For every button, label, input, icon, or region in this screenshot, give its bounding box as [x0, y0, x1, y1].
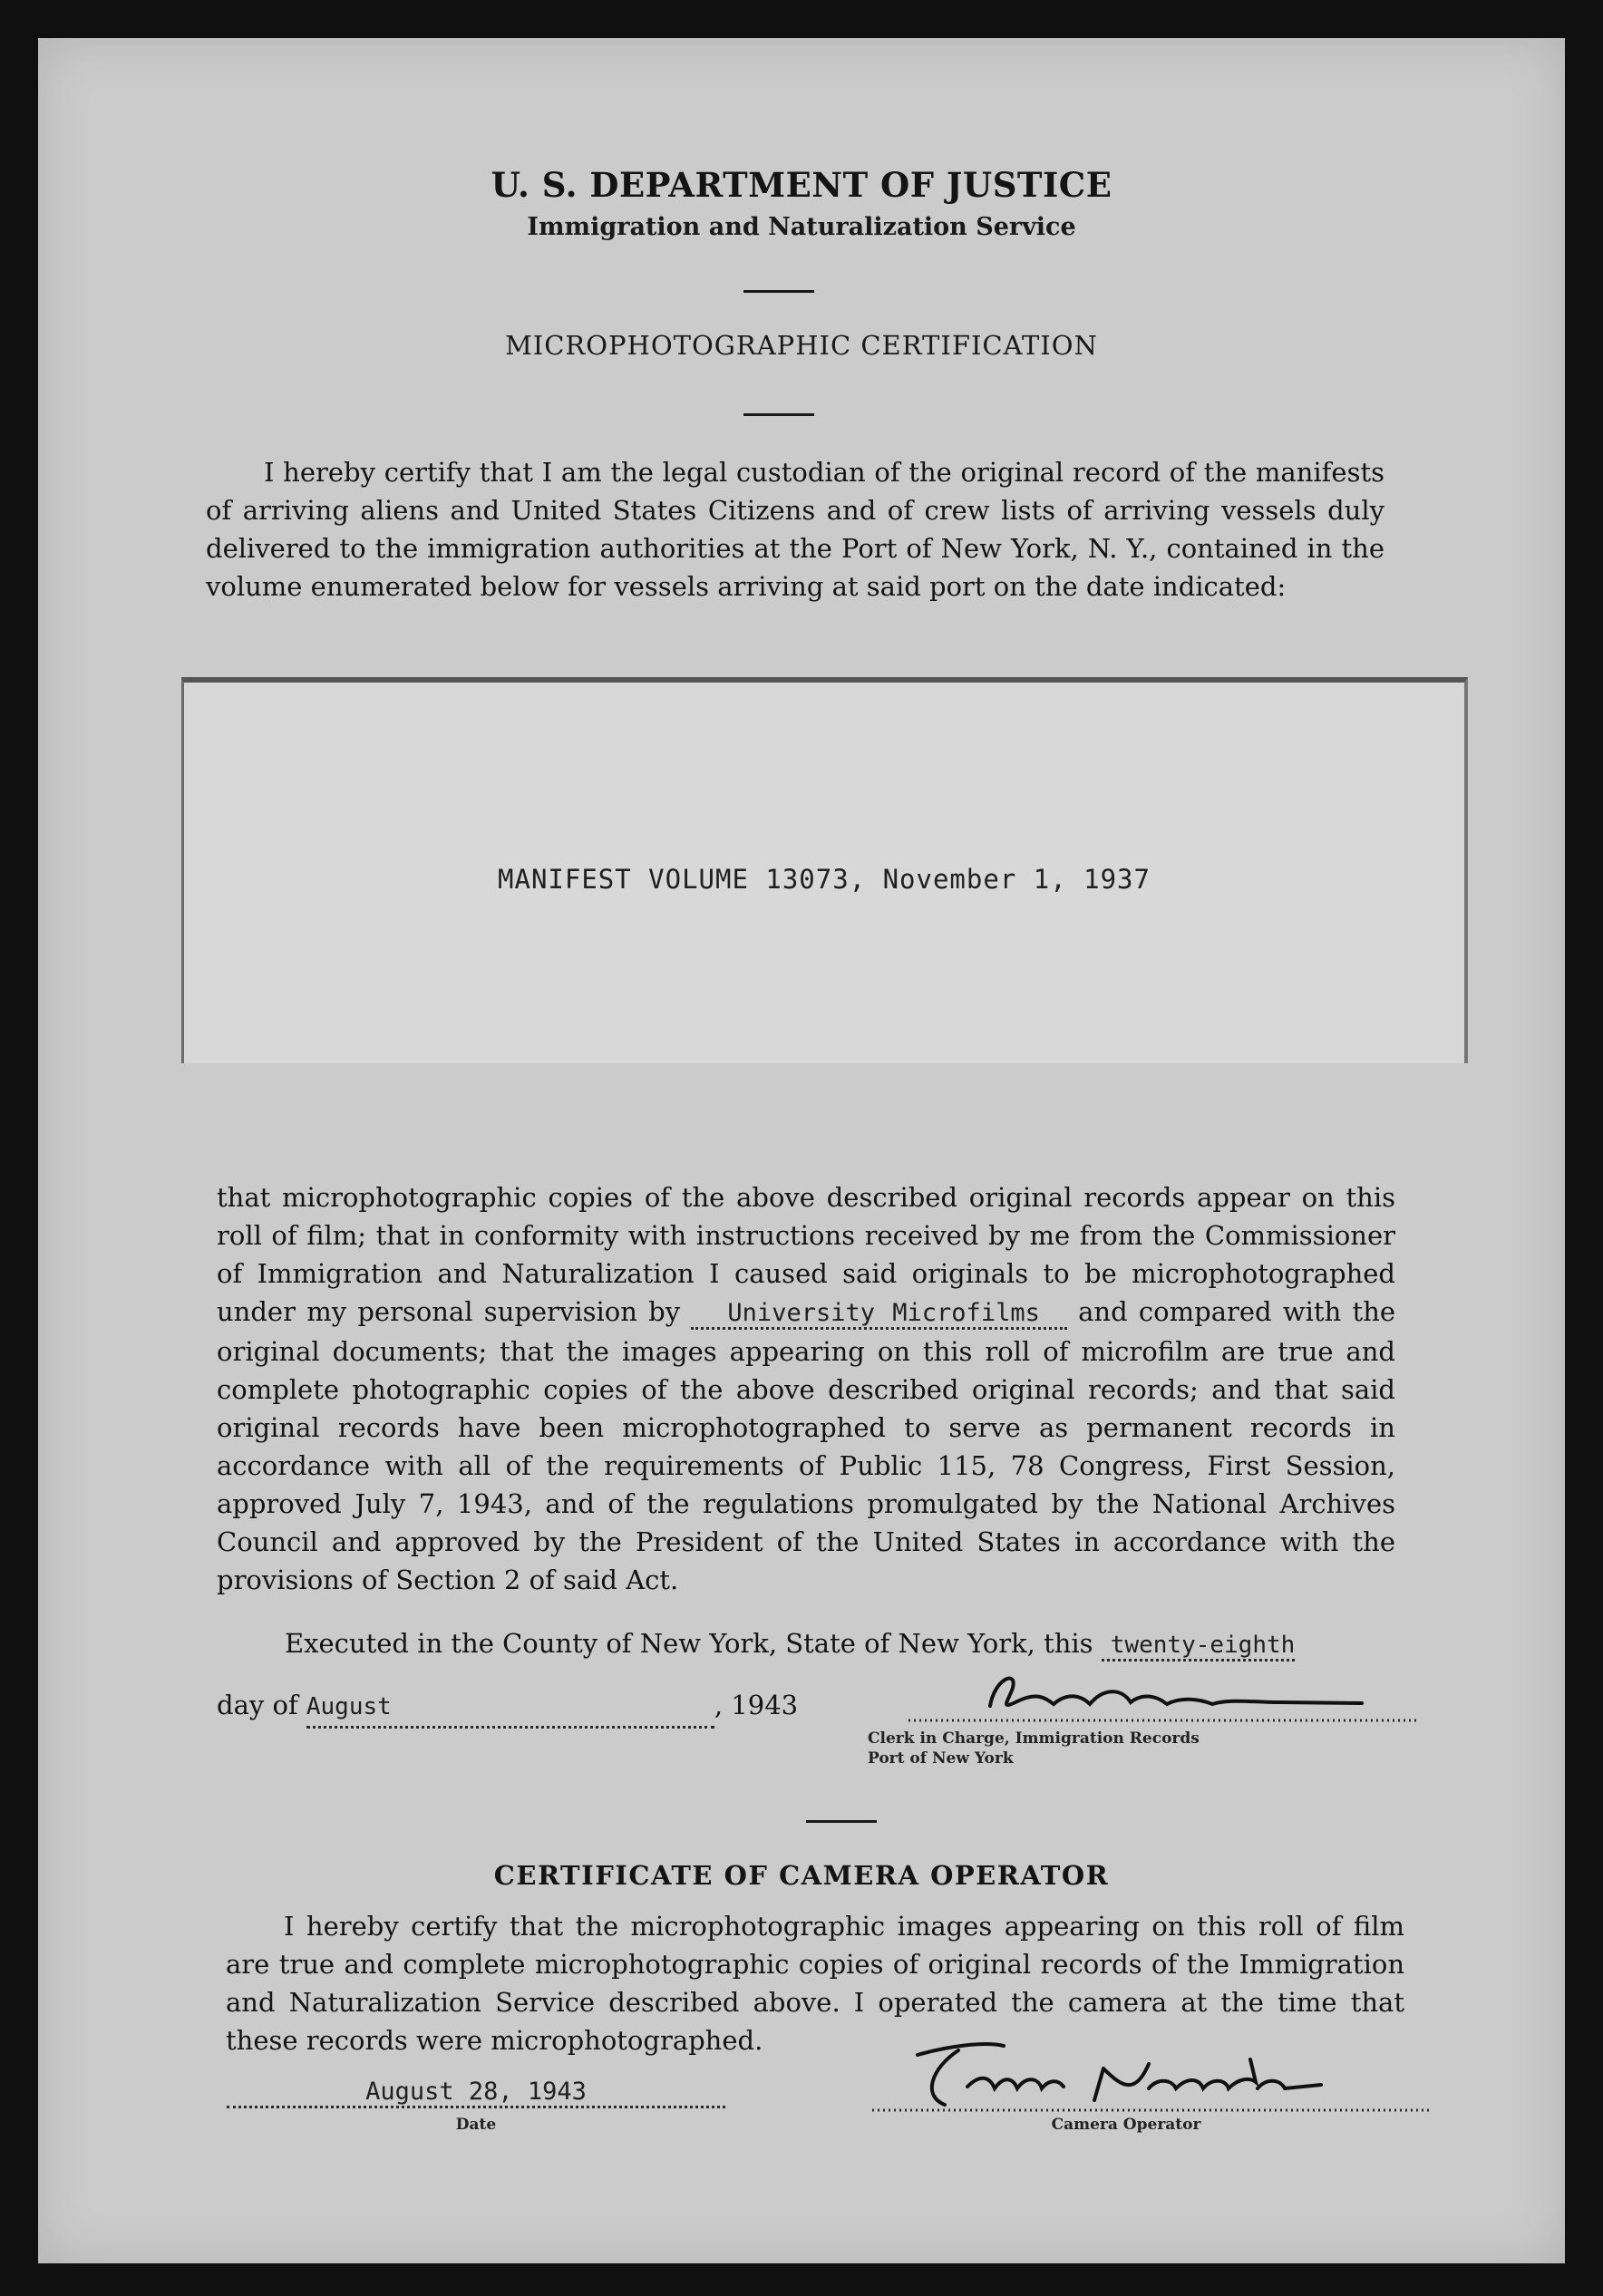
divider-mid	[743, 413, 814, 416]
clerk-title-line1: Clerk in Charge, Immigration Records	[868, 1729, 1200, 1748]
intro-paragraph: I hereby certify that I am the legal custodian of the original record of the manifests of arriving aliens and United States Citizens and of crew lists of arriving vessels duly delivered to the immigration authorities at the Port of New York, N. Y., contained in the volume enumerated below for vessels arriving at said port on the date indicated:	[206, 457, 1384, 602]
divider-top	[743, 290, 814, 293]
body-part2: and compared with the original documents; that the images appearing on this roll of microfilm are true and complete photographic copies of the above described original records; and that said original records have been microphotographed to serve as permanent records in accordance with all of the requirements of Public 115, 78 Congress, First Session, approved July 7, 1943, and of the regulations promulgated by the National Archives Council and approved by the President of the United States in accordance with the provisions of Section 2 of said Act.	[217, 1296, 1396, 1595]
camera-paragraph: I hereby certify that the microphotographic images appearing on this roll of film are true and complete microphotographic copies of original records of the Immigration and Naturalization Service described above. I operated the camera at the time that these records were microphotographed.	[226, 1911, 1404, 2056]
certificate-sheet	[38, 38, 1565, 2263]
camera-operator-signature	[831, 2032, 1430, 2114]
executed-month-field: August	[306, 1688, 714, 1729]
camera-date-field: August 28, 1943	[227, 2078, 725, 2108]
executed-year: , 1943	[714, 1690, 799, 1720]
department-heading: U. S. DEPARTMENT OF JUSTICE	[491, 165, 1112, 205]
camera-date-label: Date	[455, 2116, 497, 2134]
manifest-volume-text: MANIFEST VOLUME 13073, November 1, 1937	[498, 864, 1151, 895]
executed-day-field: twenty-eighth	[1102, 1632, 1296, 1661]
day-of-line	[217, 1686, 906, 1729]
certification-title: MICROPHOTOGRAPHIC CERTIFICATION	[505, 330, 1098, 361]
clerk-title-line2: Port of New York	[868, 1749, 1014, 1768]
camera-operator-label: Camera Operator	[1051, 2116, 1201, 2134]
certification-body	[217, 1178, 1395, 1599]
microfilmer-field: University Microfilms	[691, 1299, 1066, 1330]
divider-bottom	[806, 1820, 877, 1823]
executed-prefix: Executed in the County of New York, State of New York, this	[285, 1628, 1093, 1659]
service-subheading: Immigration and Naturalization Service	[527, 213, 1076, 241]
body-part1: that microphotographic copies of the above described original records appear on this roll of film; that in conformity with instructions received by me from the Commissioner of Immigration and Naturalization I caused said originals to be microphotographed under my personal supervision by	[217, 1182, 1395, 1327]
manifest-slip	[181, 677, 1468, 1063]
clerk-signature	[908, 1661, 1416, 1724]
day-of-label: day of	[217, 1690, 298, 1720]
executed-line	[285, 1624, 1409, 1664]
camera-certificate-title: CERTIFICATE OF CAMERA OPERATOR	[493, 1860, 1110, 1891]
